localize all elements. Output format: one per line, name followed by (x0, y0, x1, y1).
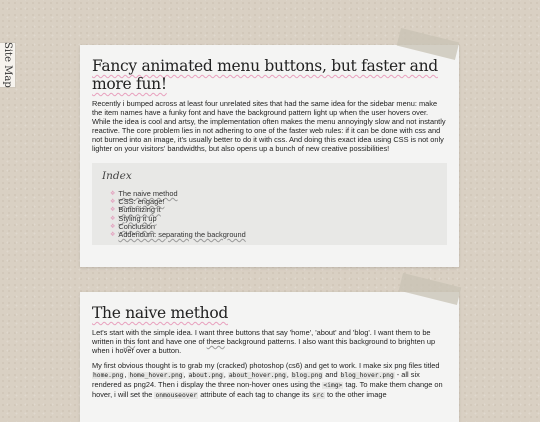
text: font and have one of (135, 337, 207, 346)
site-map-label: Site Map (2, 42, 13, 88)
index-title: Index (102, 170, 132, 182)
text: Let's start with the simple idea. I want three buttons that say 'home', 'about' and 'blog'. I want them to be written in (92, 328, 431, 346)
index-item (110, 231, 437, 239)
text: to the other image (324, 390, 387, 399)
text: tag. To make them change on hover, i will set the (92, 380, 443, 399)
code: about_hover.png (228, 372, 286, 379)
code: src (312, 392, 324, 399)
text: attribute of each tag to change its (198, 390, 312, 399)
text: , (286, 370, 291, 379)
bullet-icon: ❖ (110, 232, 116, 239)
bullet-icon: ❖ (110, 207, 116, 214)
code: onmouseover (155, 392, 198, 399)
article-card-intro (80, 45, 459, 267)
index-item (110, 206, 437, 214)
code: home.png (93, 372, 124, 379)
index-box (92, 163, 447, 245)
paragraph-2 (92, 361, 447, 400)
site-map-tab[interactable] (0, 42, 16, 88)
bullet-icon: ❖ (110, 223, 116, 230)
article-card-naive-method (80, 292, 459, 422)
code: about.png (188, 372, 223, 379)
index-link-naive-method[interactable]: The naive method (118, 189, 178, 198)
intro-paragraph: Recently i bumped across at least four unrelated sites that had the same idea for the sidebar menu: make the item names have a funky font and have the background pattern light up when the user hovers over. While the idea is cool and artsy, the implementation often makes the menu annoyingly slow and not instantly reactive. The core problem lies in not adhering to one of the faster web rules: if it can be done with css and not burned into an image, it's usually better to do it with css. And doing this exact idea using CSS is not only lighter on your visitors' bandwidths, but also opens up a bunch of new creative possibilities! (92, 99, 446, 153)
paragraph-1 (92, 328, 447, 355)
font-link[interactable]: this (123, 337, 136, 346)
index-link-styling[interactable]: Styling it up (118, 213, 157, 223)
text: , (124, 370, 129, 379)
section-title: The naive method (92, 304, 228, 322)
article-title: Fancy animated menu buttons, but faster and more fun! (92, 57, 438, 93)
text: My first obvious thought is to grab my (cracked) photoshop (cs6) and get to work. I make six png files titled (92, 361, 440, 370)
index-list (102, 190, 437, 239)
text: , (223, 370, 228, 379)
code: blog.png (291, 372, 323, 379)
code: <img> (323, 382, 343, 389)
index-link-buttonizing[interactable]: Buttonizing it (118, 205, 161, 215)
bullet-icon: ❖ (110, 191, 116, 197)
bullet-icon: ❖ (110, 199, 116, 206)
index-link-css-engage[interactable]: CSS: engage! (118, 197, 165, 207)
text: , (183, 370, 188, 379)
text: and (323, 370, 340, 379)
text: - all six rendered as png24. Then i display the three non-hover ones using the (92, 370, 420, 389)
index-link-addendum[interactable]: Addendum: separating the background (118, 230, 246, 240)
index-item (110, 215, 437, 223)
index-link-conclusion[interactable]: Conclusion (118, 221, 155, 231)
code: blog_hover.png (340, 372, 394, 379)
bullet-icon: ❖ (110, 215, 116, 222)
patterns-link[interactable]: these (206, 337, 225, 346)
text: background patterns. I also want this background to brighten up when i hover over a button. (92, 337, 436, 355)
code: home_hover.png (129, 372, 183, 379)
